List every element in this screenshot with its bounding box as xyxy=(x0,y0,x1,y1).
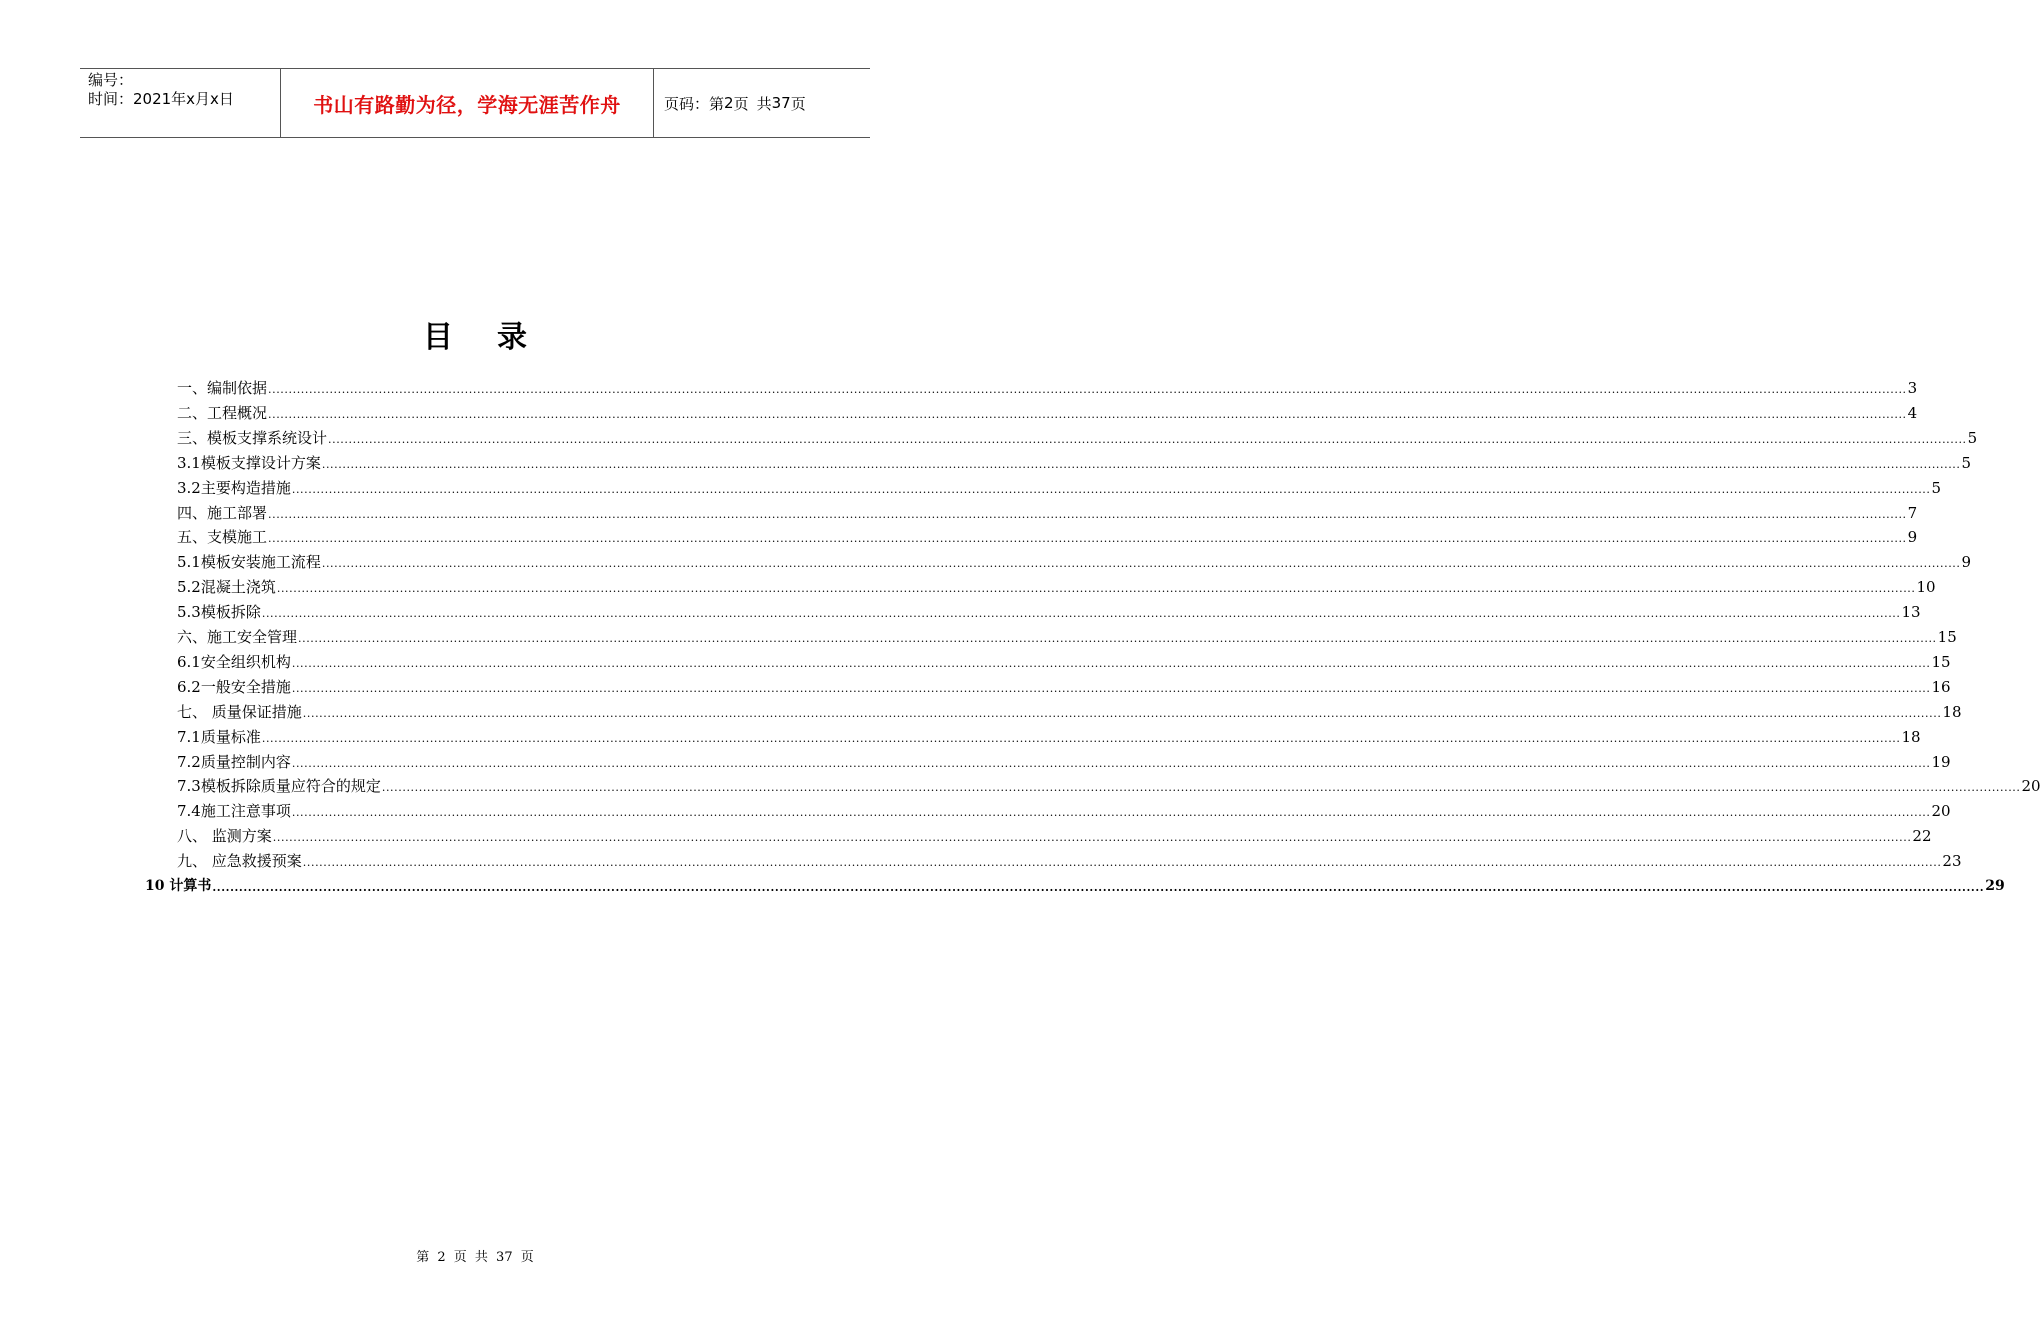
toc-entry-label: 6.1安全组织机构 xyxy=(177,652,291,671)
toc-leader-dots: ................................................................................................................................................................................................................................................................................................................................................................................................................ xyxy=(302,856,1942,870)
toc-entry-page: 15 xyxy=(1937,628,1957,646)
toc-entry-page: 19 xyxy=(1931,752,1951,771)
header-motto xyxy=(281,69,654,137)
toc-entry-page: 20 xyxy=(1931,802,1951,821)
toc-entry-page: 18 xyxy=(1942,702,1962,721)
toc-entry[interactable] xyxy=(177,774,2041,796)
toc-entry-page: 23 xyxy=(1942,852,1962,871)
toc-leader-dots: ................................................................................................................................................................................................................................................................................................................................................................................................................ xyxy=(268,507,1907,521)
toc-leader-dots: ................................................................................................................................................................................................................................................................................................................................................................................................................ xyxy=(268,383,1907,396)
header-meta xyxy=(80,69,281,137)
toc-entry-label: 五、支模施工 xyxy=(177,528,268,547)
toc-entry-page: 3 xyxy=(1907,379,1918,397)
header-page-info xyxy=(654,69,870,137)
toc-entry[interactable] xyxy=(177,824,1932,846)
toc-entry[interactable] xyxy=(177,476,1942,498)
toc-entry-label: 3.2主要构造措施 xyxy=(177,478,291,497)
page-mid: 页 xyxy=(733,94,749,113)
toc-entry[interactable] xyxy=(177,575,1936,597)
toc-leader-dots: ................................................................................................................................................................................................................................................................................................................................................................................................................ xyxy=(302,706,1942,720)
total-prefix: 共 xyxy=(756,94,772,113)
toc-leader-dots: ................................................................................................................................................................................................................................................................................................................................................................................................................ xyxy=(261,607,1901,621)
toc-entry-label: 四、施工部署 xyxy=(177,503,268,522)
toc-entry-page: 16 xyxy=(1931,677,1951,696)
toc-leader-dots: ................................................................................................................................................................................................................................................................................................................................................................................................................ xyxy=(268,532,1907,546)
page-footer: 第 2 页 共 37 页 xyxy=(416,1250,534,1265)
toc-entry[interactable] xyxy=(145,874,2005,896)
toc-entry-label: 7.3模板拆除质量应符合的规定 xyxy=(177,777,381,796)
toc-entry-page: 13 xyxy=(1901,603,1921,622)
toc-entry-label: 7.4施工注意事项 xyxy=(177,802,291,821)
toc-leader-dots: ................................................................................................................................................................................................................................................................................................................................................................................................................ xyxy=(261,731,1901,745)
toc-leader-dots: ................................................................................................................................................................................................................................................................................................................................................................................................................ xyxy=(291,756,1931,770)
motto-text: 书山有路勤为径，学海无涯苦作舟 xyxy=(313,92,621,117)
toc-entry-page: 15 xyxy=(1931,652,1951,671)
toc-entry[interactable] xyxy=(177,750,1951,772)
toc-entry-page: 5 xyxy=(1961,453,1972,472)
toc-entry-page: 5 xyxy=(1931,478,1942,497)
page-header xyxy=(80,68,870,138)
total-suffix: 页 xyxy=(790,94,806,113)
toc-leader-dots: ................................................................................................................................................................................................................................................................................................................................................................................................................ xyxy=(276,582,1916,596)
toc-entry-label: 3.1模板支撑设计方案 xyxy=(177,453,321,472)
toc-entry[interactable] xyxy=(177,625,1957,647)
page-title xyxy=(0,312,950,356)
toc-entry[interactable] xyxy=(177,451,1972,473)
toc-entry[interactable] xyxy=(177,426,1978,448)
toc-entry-label: 二、工程概况 xyxy=(177,403,268,422)
toc-entry-page: 9 xyxy=(1961,553,1972,572)
toc-entry-label: 7.2质量控制内容 xyxy=(177,752,291,771)
toc-entry-page: 18 xyxy=(1901,727,1921,746)
page-prefix: 页码：第 xyxy=(664,94,725,113)
toc-entry[interactable] xyxy=(177,401,1918,423)
toc-entry-label: 三、模板支撑系统设计 xyxy=(177,428,328,447)
toc-leader-dots: ................................................................................................................................................................................................................................................................................................................................................................................................................ xyxy=(291,656,1931,670)
toc-leader-dots: ................................................................................................................................................................................................................................................................................................................................................................................................................ xyxy=(291,806,1931,820)
toc-entry-page: 7 xyxy=(1907,503,1918,522)
toc-entry[interactable] xyxy=(177,725,1921,747)
toc-leader-dots: ................................................................................................................................................................................................................................................................................................................................................................................................................ xyxy=(381,781,2021,795)
toc-entry-page: 9 xyxy=(1907,528,1918,547)
toc-leader-dots: ................................................................................................................................................................................................................................................................................................................................................................................................................ xyxy=(268,407,1907,421)
toc-entry-label: 6.2一般安全措施 xyxy=(177,677,291,696)
toc-leader-dots: ................................................................................................................................................................................................................................................................................................................................................................................................................ xyxy=(272,831,1912,845)
toc-entry[interactable] xyxy=(177,675,1951,697)
toc-entry-label: 七、 质量保证措施 xyxy=(177,702,302,721)
toc-entry-label: 一、编制依据 xyxy=(177,379,268,397)
toc-entry[interactable] xyxy=(177,849,1962,871)
toc-entry-label: 5.2混凝土浇筑 xyxy=(177,578,276,597)
toc-entry-label: 八、 监测方案 xyxy=(177,827,272,846)
toc-leader-dots: ................................................................................................................................................................................................................................................................................................................................................................................................................ xyxy=(298,632,1937,645)
toc-entry-page: 29 xyxy=(1985,878,2005,894)
toc-entry[interactable] xyxy=(177,525,1918,547)
toc-leader-dots: ................................................................................................................................................................................................................................................................................................................................................................................................................ xyxy=(291,482,1931,496)
toc-entry-page: 10 xyxy=(1916,578,1936,597)
title-char-1: 目 xyxy=(423,320,453,355)
toc-leader-dots: ................................................................................................................................................................................................................................................................................................................................................................................................................ xyxy=(321,557,1961,571)
toc-entry[interactable] xyxy=(177,501,1918,523)
title-char-2: 录 xyxy=(497,320,527,355)
toc-entry-page: 20 xyxy=(2021,777,2041,796)
date-label: 时间：2021年x月x日 xyxy=(88,90,234,108)
toc-entry-label: 六、施工安全管理 xyxy=(177,628,298,646)
toc-entry-label: 5.1模板安装施工流程 xyxy=(177,553,321,572)
toc-entry-label: 九、 应急救援预案 xyxy=(177,852,302,871)
toc-entry-page: 4 xyxy=(1907,403,1918,422)
toc-entry-label: 5.3模板拆除 xyxy=(177,603,261,622)
toc-entry-page: 5 xyxy=(1967,428,1978,447)
toc-leader-dots: ................................................................................................................................................................................................................................................................................................................................................................................................................ xyxy=(321,457,1961,471)
toc-leader-dots: ................................................................................................................................................................................................................................................................................................................................................................................................................ xyxy=(212,881,1985,894)
toc-entry-page: 22 xyxy=(1912,827,1932,846)
toc-entry-label: 7.1质量标准 xyxy=(177,727,261,746)
toc-entry[interactable] xyxy=(177,550,1972,572)
code-label: 编号： xyxy=(88,71,134,89)
toc-entry[interactable] xyxy=(177,600,1921,622)
toc-leader-dots: ................................................................................................................................................................................................................................................................................................................................................................................................................ xyxy=(291,681,1931,695)
total-number: 37 xyxy=(771,94,791,112)
page-number: 2 xyxy=(724,94,734,112)
toc-entry[interactable] xyxy=(177,650,1951,672)
toc-entry[interactable] xyxy=(177,700,1962,722)
toc-entry[interactable] xyxy=(177,376,1918,398)
toc-leader-dots: ................................................................................................................................................................................................................................................................................................................................................................................................................ xyxy=(328,432,1967,446)
toc-entry[interactable] xyxy=(177,799,1951,821)
toc-entry-label: 10 计算书 xyxy=(145,878,212,894)
